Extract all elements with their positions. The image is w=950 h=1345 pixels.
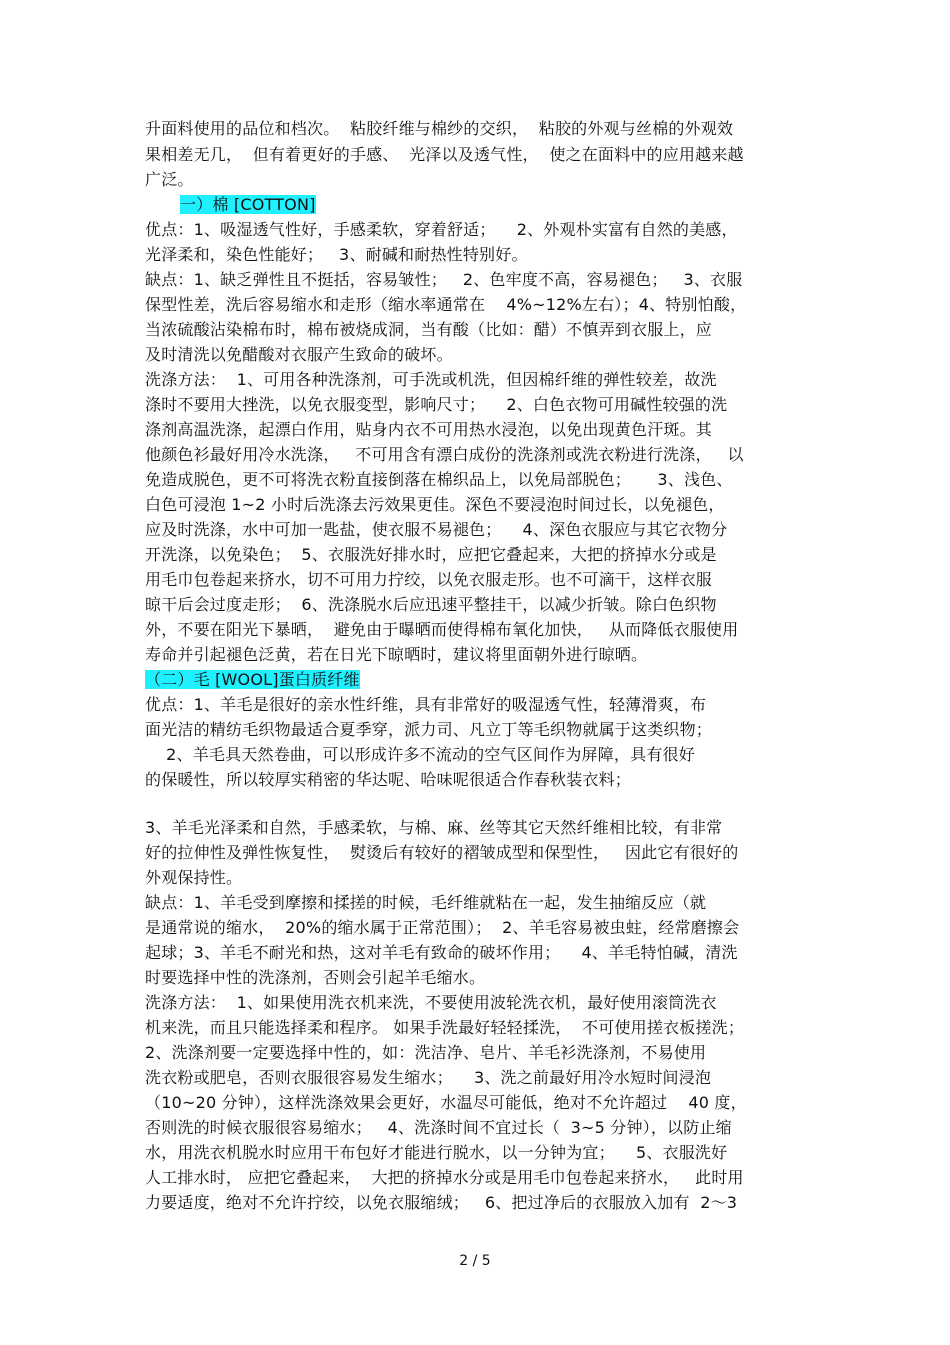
text-line: 广泛。 <box>145 170 194 189</box>
text-line: 当浓硫酸沾染棉布时，棉布被烧成洞，当有酸（比如：醋）不慎弄到衣服上，应 <box>145 320 713 339</box>
text-line: 缺点：1、缺乏弹性且不挺括，容易皱性； 2、色牢度不高，容易褪色； 3、衣服 <box>145 270 743 289</box>
page-number: 2 / 5 <box>459 1253 491 1269</box>
text-line: 外，不要在阳光下暴晒， 避免由于曝晒而使得棉布氧化加快， 从而降低衣服使用 <box>145 620 739 639</box>
text-line: 洗涤方法： 1、如果使用洗衣机来洗，不要使用波轮洗衣机，最好使用滚筒洗衣 <box>145 993 717 1012</box>
text-line: 好的拉伸性及弹性恢复性， 熨烫后有较好的褶皱成型和保型性， 因此它有很好的 <box>145 843 739 862</box>
text-line: 保型性差，洗后容易缩水和走形（缩水率通常在 4%~12%左右）；4、特别怕酸， <box>145 295 747 314</box>
text-line: 用毛巾包卷起来挤水，切不可用力拧绞，以免衣服走形。也不可滴干，这样衣服 <box>145 570 713 589</box>
text-line: 涤时不要用大挫洗，以免衣服变型，影响尺寸； 2、白色衣物可用碱性较强的洗 <box>145 395 728 414</box>
text-line: 优点：1、吸湿透气性好，手感柔软，穿着舒适； 2、外观朴实富有自然的美感， <box>145 220 738 239</box>
text-line: 机来洗，而且只能选择柔和程序。 如果手洗最好轻轻揉洗， 不可使用搓衣板搓洗； <box>145 1018 745 1037</box>
text-line: 外观保持性。 <box>145 868 243 887</box>
text-line: 及时清洗以免醋酸对衣服产生致命的破坏。 <box>145 345 453 364</box>
text-line: 洗涤方法： 1、可用各种洗涤剂，可手洗或机洗，但因棉纤维的弹性较差，故洗 <box>145 370 717 389</box>
text-line: 3、羊毛光泽柔和自然，手感柔软，与棉、麻、丝等其它天然纤维相比较，有非常 <box>145 818 723 837</box>
text-line: 果相差无几， 但有着更好的手感、 光泽以及透气性， 使之在面料中的应用越来越 <box>145 145 744 164</box>
highlighted-heading-text: （二）毛 [WOOL]蛋白质纤维 <box>145 670 360 689</box>
text-line: 洗衣粉或肥皂，否则衣服很容易发生缩水； 3、洗之前最好用冷水短时间浸泡 <box>145 1068 712 1087</box>
section-heading-cotton <box>180 193 316 217</box>
text-line: 的保暖性，所以较厚实稍密的华达呢、哈味呢很适合作春秋装衣料； <box>145 770 632 789</box>
text-line: 时要选择中性的洗涤剂，否则会引起羊毛缩水。 <box>145 968 486 987</box>
text-line: 寿命并引起褪色泛黄，若在日光下晾晒时，建议将里面朝外进行晾晒。 <box>145 645 648 664</box>
highlighted-heading-text: 一）棉 [COTTON] <box>180 195 316 214</box>
text-line: （10~20 分钟），这样洗涤效果会更好，水温尽可能低，绝对不允许超过 40 度， <box>145 1093 747 1112</box>
text-line: 水，用洗衣机脱水时应用干布包好才能进行脱水，以一分钟为宜； 5、衣服洗好 <box>145 1143 728 1162</box>
text-line: 免造成脱色，更不可将洗衣粉直接倒落在棉织品上，以免局部脱色； 3、浅色、 <box>145 470 733 489</box>
text-line: 应及时洗涤，水中可加一匙盐，使衣服不易褪色； 4、深色衣服应与其它衣物分 <box>145 520 728 539</box>
text-line: 否则洗的时候衣服很容易缩水； 4、洗涤时间不宜过长（ 3~5 分钟），以防止缩 <box>145 1118 732 1137</box>
text-line: 他颜色衫最好用冷水洗涤， 不可用含有漂白成份的洗涤剂或洗衣粉进行洗涤， 以 <box>145 445 744 464</box>
text-line: 2、洗涤剂要一定要选择中性的，如：洗洁净、皂片、羊毛衫洗涤剂，不易使用 <box>145 1043 707 1062</box>
text-line: 晾干后会过度走形； 6、洗涤脱水后应迅速平整挂干，以减少折皱。除白色织物 <box>145 595 717 614</box>
text-line: 缺点：1、羊毛受到摩擦和揉搓的时候，毛纤维就粘在一起，发生抽缩反应（就 <box>145 893 707 912</box>
text-line: 涤剂高温洗涤，起漂白作用，贴身内衣不可用热水浸泡，以免出现黄色汗斑。其 <box>145 420 713 439</box>
section-heading-wool <box>145 668 360 692</box>
text-line: 人工排水时， 应把它叠起来， 大把的挤掉水分或是用毛巾包卷起来挤水， 此时用 <box>145 1168 744 1187</box>
text-line: 优点：1、羊毛是很好的亲水性纤维，具有非常好的吸湿透气性，轻薄滑爽，布 <box>145 695 707 714</box>
text-line: 光泽柔和，染色性能好； 3、耐碱和耐热性特别好。 <box>145 245 528 264</box>
text-line: 力要适度，绝对不允许拧绞，以免衣服缩绒； 6、把过净后的衣服放入加有 2～3 <box>145 1193 738 1212</box>
text-line: 2、羊毛具天然卷曲，可以形成许多不流动的空气区间作为屏障，具有很好 <box>145 745 695 764</box>
text-line: 是通常说的缩水， 20%的缩水属于正常范围）； 2、羊毛容易被虫蛀，经常磨擦会 <box>145 918 740 937</box>
text-line: 开洗涤，以免染色； 5、衣服洗好排水时，应把它叠起来，大把的挤掉水分或是 <box>145 545 717 564</box>
text-line: 起球；3、羊毛不耐光和热，这对羊毛有致命的破坏作用； 4、羊毛特怕碱，清洗 <box>145 943 738 962</box>
text-line: 面光洁的精纺毛织物最适合夏季穿，派力司、凡立丁等毛织物就属于这类织物； <box>145 720 713 739</box>
text-line: 白色可浸泡 1~2 小时后洗涤去污效果更佳。深色不要浸泡时间过长，以免褪色， <box>145 495 725 514</box>
text-line: 升面料使用的品位和档次。 粘胶纤维与棉纱的交织， 粘胶的外观与丝棉的外观效 <box>145 119 734 138</box>
